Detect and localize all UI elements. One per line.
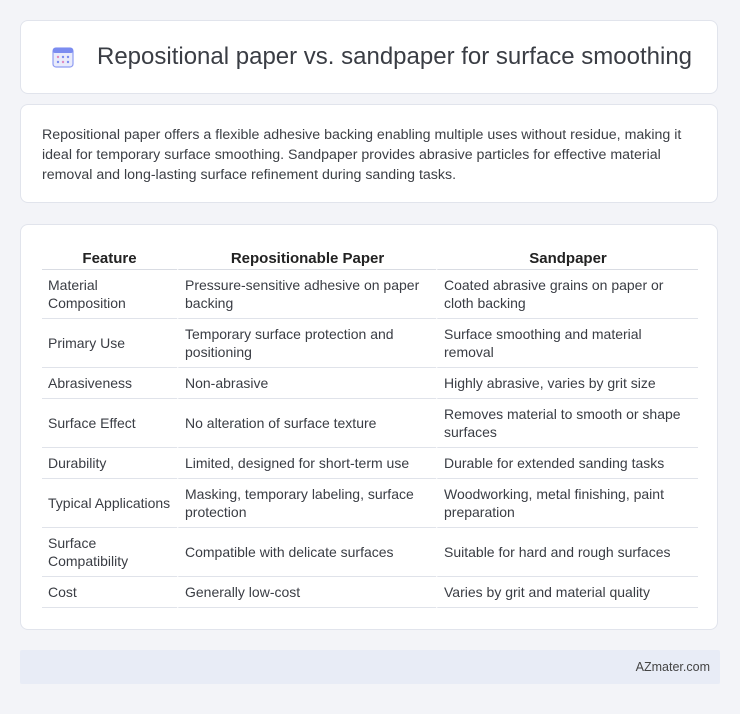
page-title: Repositional paper vs. sandpaper for surface smoothing: [97, 43, 693, 70]
table-header-row: [42, 245, 698, 270]
column-header-sandpaper: Sandpaper: [436, 245, 698, 270]
table-row: [42, 368, 698, 399]
footer: [20, 650, 720, 684]
table-row: [42, 479, 698, 528]
comparison-card: [20, 224, 718, 630]
repositionable-paper-cell: No alteration of surface texture: [177, 399, 436, 448]
table-row: [42, 577, 698, 608]
table-row: [42, 528, 698, 577]
sandpaper-cell: Removes material to smooth or shape surfaces: [436, 399, 698, 448]
sandpaper-cell: Suitable for hard and rough surfaces: [436, 528, 698, 577]
table-row: [42, 270, 698, 319]
footer-brand: AZmater.com: [635, 660, 710, 674]
sandpaper-cell: Durable for extended sanding tasks: [436, 448, 698, 479]
repositionable-paper-cell: Pressure-sensitive adhesive on paper backing: [177, 270, 436, 319]
feature-cell: Typical Applications: [42, 479, 177, 528]
feature-cell: Durability: [42, 448, 177, 479]
column-header-repositionable-paper: Repositionable Paper: [177, 245, 436, 270]
title-card: [20, 20, 718, 94]
repositionable-paper-cell: Generally low-cost: [177, 577, 436, 608]
sandpaper-cell: Highly abrasive, varies by grit size: [436, 368, 698, 399]
feature-cell: Surface Effect: [42, 399, 177, 448]
sandpaper-cell: Varies by grit and material quality: [436, 577, 698, 608]
intro-card: [20, 104, 718, 203]
repositionable-paper-cell: Compatible with delicate surfaces: [177, 528, 436, 577]
table-row: [42, 448, 698, 479]
repositionable-paper-cell: Masking, temporary labeling, surface protection: [177, 479, 436, 528]
table-row: [42, 399, 698, 448]
feature-cell: Material Composition: [42, 270, 177, 319]
sandpaper-cell: Surface smoothing and material removal: [436, 319, 698, 368]
column-header-feature: Feature: [42, 245, 177, 270]
table-row: [42, 319, 698, 368]
repositionable-paper-cell: Non-abrasive: [177, 368, 436, 399]
calendar-icon: [51, 45, 75, 69]
feature-cell: Primary Use: [42, 319, 177, 368]
comparison-table: [42, 245, 698, 608]
feature-cell: Cost: [42, 577, 177, 608]
feature-cell: Abrasiveness: [42, 368, 177, 399]
sandpaper-cell: Coated abrasive grains on paper or cloth backing: [436, 270, 698, 319]
intro-paragraph: Repositional paper offers a flexible adhesive backing enabling multiple uses without residue, making it ideal for temporary surface smoothing. Sandpaper provides abrasive particles for effective material removal and long-lasting surface refinement during sanding tasks.: [42, 127, 682, 183]
sandpaper-cell: Woodworking, metal finishing, paint preparation: [436, 479, 698, 528]
repositionable-paper-cell: Temporary surface protection and positioning: [177, 319, 436, 368]
repositionable-paper-cell: Limited, designed for short-term use: [177, 448, 436, 479]
feature-cell: Surface Compatibility: [42, 528, 177, 577]
